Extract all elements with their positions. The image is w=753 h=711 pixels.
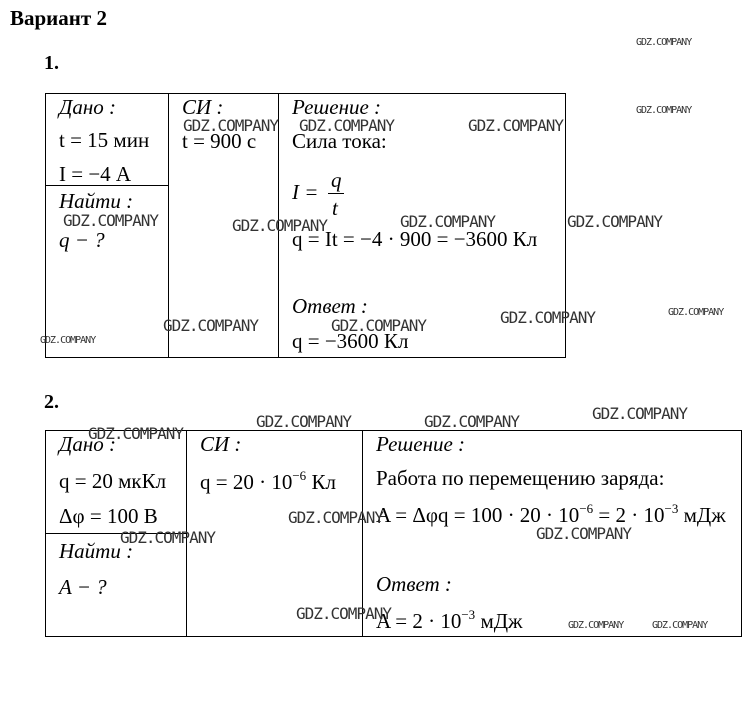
table-border-right <box>741 430 742 637</box>
watermark: GDZ.COMPANY <box>592 404 687 423</box>
given-charge: q = 20 мкКл <box>59 469 167 493</box>
formula-lhs: I = <box>292 180 319 204</box>
watermark: GDZ.COMPANY <box>88 424 183 443</box>
given-time: t = 15 мин <box>59 128 150 152</box>
watermark: GDZ.COMPANY <box>63 211 158 230</box>
si-label: СИ : <box>200 432 242 456</box>
watermark: GDZ.COMPANY <box>163 316 258 335</box>
formula-numerator: q <box>331 168 342 192</box>
watermark: GDZ.COMPANY <box>636 37 692 48</box>
solution-label: Решение : <box>376 432 466 456</box>
solution-text: Сила тока: <box>292 129 387 153</box>
solution-label: Решение : <box>292 95 382 119</box>
formula-denominator: t <box>332 196 338 220</box>
table-border-bottom <box>45 636 742 637</box>
problem-2-number: 2. <box>44 391 59 413</box>
table-border-top <box>45 93 566 94</box>
find-value: A − ? <box>59 575 107 599</box>
find-label: Найти : <box>59 539 134 563</box>
find-label: Найти : <box>59 189 134 213</box>
fraction-bar <box>328 193 344 194</box>
watermark: GDZ.COMPANY <box>256 412 351 431</box>
watermark: GDZ.COMPANY <box>40 335 96 346</box>
find-value: q − ? <box>59 228 105 252</box>
solution-calculation: q = It = −4 · 900 = −3600 Кл <box>292 227 538 251</box>
watermark: GDZ.COMPANY <box>400 212 495 231</box>
si-label: СИ : <box>182 95 224 119</box>
watermark: GDZ.COMPANY <box>331 316 426 335</box>
answer-label: Ответ : <box>292 294 368 318</box>
watermark: GDZ.COMPANY <box>296 604 391 623</box>
answer-label: Ответ : <box>376 572 452 596</box>
solution-calculation: $A = \Delta\varphi q = 100 \cdot 20 \cdot 10^{-6} = 2 \cdot 10^{-3}$ мДж <box>376 501 726 527</box>
watermark: GDZ.COMPANY <box>424 412 519 431</box>
watermark: GDZ.COMPANY <box>183 116 278 135</box>
given-label: Дано : <box>59 95 117 119</box>
table-border-left <box>45 93 46 358</box>
watermark: GDZ.COMPANY <box>288 508 383 527</box>
watermark: GDZ.COMPANY <box>232 216 327 235</box>
given-current: I = −4 А <box>59 162 132 186</box>
watermark: GDZ.COMPANY <box>636 105 692 116</box>
si-charge: $q = 20 \cdot 10^{-6}$ Кл <box>200 468 336 494</box>
watermark: GDZ.COMPANY <box>299 116 394 135</box>
watermark: GDZ.COMPANY <box>567 212 662 231</box>
page-title: Вариант 2 <box>10 6 107 30</box>
given-potential: Δφ = 100 В <box>59 504 158 528</box>
answer-value: q = −3600 Кл <box>292 329 409 353</box>
watermark: GDZ.COMPANY <box>468 116 563 135</box>
given-label: Дано : <box>59 432 117 456</box>
watermark: GDZ.COMPANY <box>668 307 724 318</box>
si-time: t = 900 с <box>182 129 257 153</box>
watermark: GDZ.COMPANY <box>536 524 631 543</box>
watermark: GDZ.COMPANY <box>500 308 595 327</box>
problem-1-number: 1. <box>44 52 59 74</box>
watermark: GDZ.COMPANY <box>652 620 708 631</box>
table-border-bottom <box>45 357 566 358</box>
answer-value: $A = 2 \cdot 10^{-3}$ мДж <box>376 607 523 633</box>
solution-text: Работа по перемещению заряда: <box>376 466 665 490</box>
watermark: GDZ.COMPANY <box>120 528 215 547</box>
watermark: GDZ.COMPANY <box>568 620 624 631</box>
